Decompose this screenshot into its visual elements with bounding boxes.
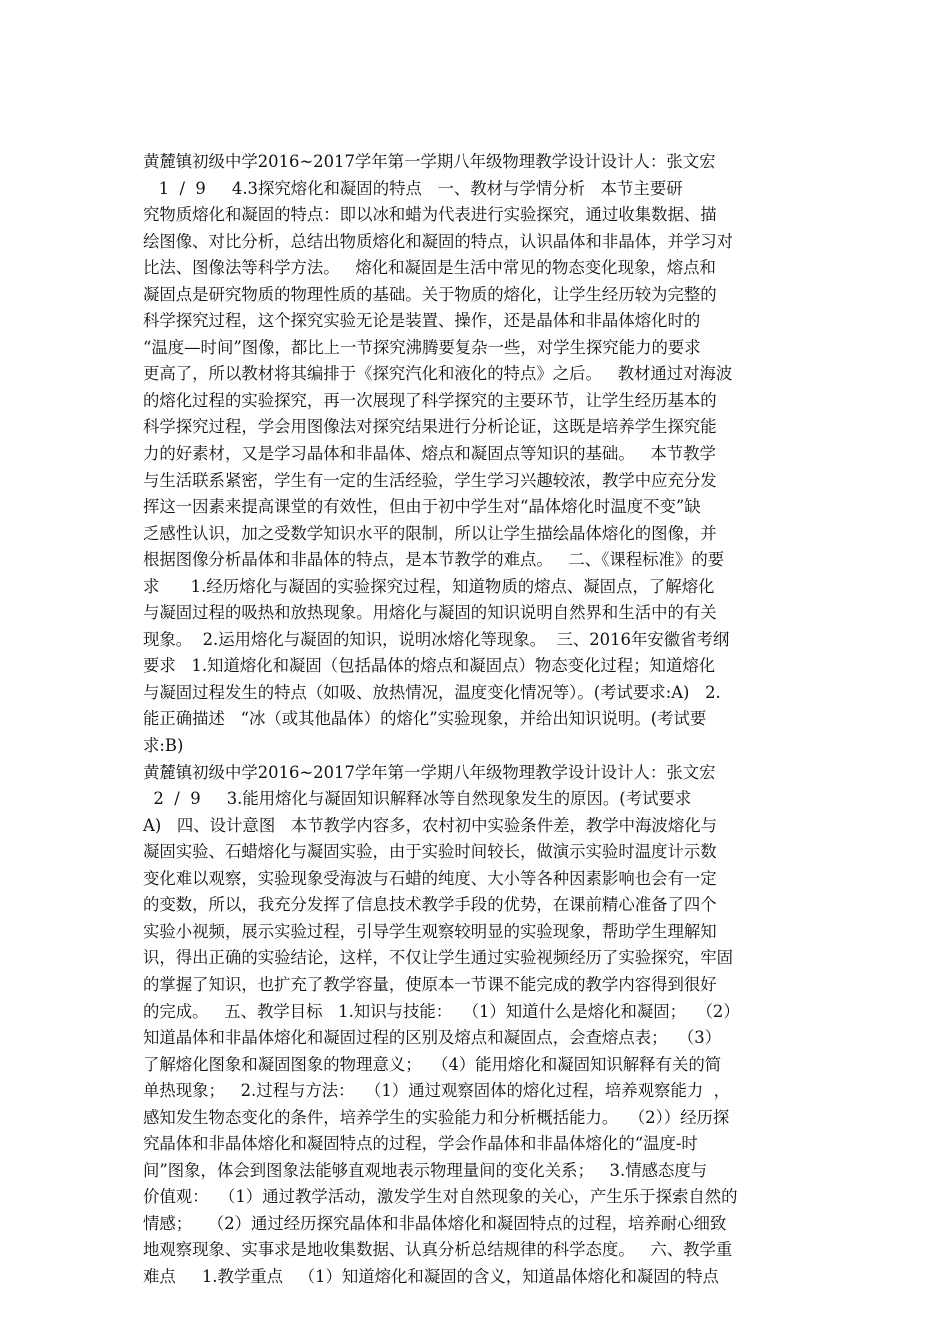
text-line: A) 四、设计意图 本节教学内容多，农村初中实验条件差，教学中海波熔化与 (143, 815, 717, 835)
text-line: 乏感性认识，加之受数学知识水平的限制，所以让学生描绘晶体熔化的图像，并 (143, 523, 717, 543)
text-line: 凝固实验、石蜡熔化与凝固实验，由于实验时间较长，做演示实验时温度计示数 (143, 842, 717, 862)
text-line: 力的好素材，又是学习晶体和非晶体、熔点和凝固点等知识的基础。 本节教学 (143, 444, 716, 464)
text-line: 求 1.经历熔化与凝固的实验探究过程，知道物质的熔点、凝固点，了解熔化 (143, 576, 715, 596)
text-line: 的变数，所以，我充分发挥了信息技术教学手段的优势，在课前精心准备了四个 (143, 895, 717, 915)
document-body (143, 149, 808, 1291)
text-line: 价值观： （1）通过教学活动，激发学生对自然现象的关心，产生乐于探索自然的 (143, 1187, 738, 1207)
text-line: 与生活联系紧密，学生有一定的生活经验，学生学习兴趣较浓，教学中应充分发 (143, 470, 717, 490)
text-line: 的完成。 五、教学目标 1.知识与技能： （1）知道什么是熔化和凝固； （2） (143, 1001, 740, 1021)
text-line: 了解熔化图象和凝固图象的物理意义； （4）能用熔化和凝固知识解释有关的简 (143, 1054, 722, 1074)
text-line: 绘图像、对比分析，总结出物质熔化和凝固的特点，认识晶体和非晶体，并学习对 (143, 231, 734, 251)
text-line: 单热现象； 2.过程与方法： （1）通过观察固体的熔化过程，培养观察能力 ， (143, 1081, 731, 1101)
text-line: 根据图像分析晶体和非晶体的特点，是本节教学的难点。 二、《课程标准》的要 (143, 550, 725, 570)
text-line: 感知发生物态变化的条件，培养学生的实验能力和分析概括能力。 （2））经历探 (143, 1107, 730, 1127)
text-line: 比法、图像法等科学方法。 熔化和凝固是生活中常见的物态变化现象，熔点和 (143, 258, 716, 278)
text-line: 要求 1.知道熔化和凝固（包括晶体的熔点和凝固点）物态变化过程；知道熔化 (143, 656, 716, 676)
text-line: 实验小视频，展示实验过程，引导学生观察较明显的实验现象，帮助学生理解知 (143, 921, 717, 941)
text-line: 与凝固过程发生的特点（如吸、放热情况，温度变化情况等）。(考试要求:A) 2. (143, 682, 721, 702)
text-line: 黄麓镇初级中学2016~2017学年第一学期八年级物理教学设计设计人：张文宏 (143, 152, 716, 171)
text-line: 地观察现象、实事求是地收集数据、认真分析总结规律的科学态度。 六、教学重 (143, 1240, 733, 1260)
text-line: 变化难以观察，实验现象受海波与石蜡的纯度、大小等各种因素影响也会有一定 (143, 868, 717, 888)
text-line: 现象。 2.运用熔化与凝固的知识，说明冰熔化等现象。 三、2016年安徽省考纲 (143, 629, 730, 649)
text-line: 知道晶体和非晶体熔化和凝固过程的区别及熔点和凝固点，会查熔点表； （3） (143, 1028, 722, 1048)
text-line: 科学探究过程，学会用图像法对探究结果进行分析论证，这既是培养学生探究能 (143, 417, 717, 437)
text-line: 更高了，所以教材将其编排于《探究汽化和液化的特点》之后。 教材通过对海波 (143, 364, 733, 384)
text-line: 间”图象，体会到图象法能够直观地表示物理量间的变化关系； 3.情感态度与 (143, 1160, 708, 1180)
text-line: 与凝固过程的吸热和放热现象。用熔化与凝固的知识说明自然界和生活中的有关 (143, 603, 717, 623)
text-line: 情感； （2）通过经历探究晶体和非晶体熔化和凝固特点的过程，培养耐心细致 (143, 1213, 727, 1233)
text-line: 凝固点是研究物质的物理性质的基础。关于物质的熔化，让学生经历较为完整的 (143, 284, 717, 304)
text-line: 挥这一因素来提高课堂的有效性，但由于初中学生对“晶体熔化时温度不变”缺 (143, 497, 701, 517)
text-line: 科学探究过程，这个探究实验无论是装置、操作，还是晶体和非晶体熔化时的 (143, 311, 701, 331)
text-line: 2 / 9 3.能用熔化与凝固知识解释冰等自然现象发生的原因。(考试要求 (143, 789, 692, 809)
text-line: “温度—时间”图像，都比上一节探究沸腾要复杂一些，对学生探究能力的要求 (143, 337, 701, 357)
text-line: 能正确描述 “冰（或其他晶体）的熔化”实验现象，并给出知识说明。(考试要 (143, 709, 707, 729)
text-line: 究晶体和非晶体熔化和凝固特点的过程，学会作晶体和非晶体熔化的“温度-时 (143, 1134, 698, 1154)
text-line: 的掌握了知识，也扩充了教学容量，使原本一节课不能完成的教学内容得到很好 (143, 974, 717, 994)
text-line: 1 / 9 4.3探究熔化和凝固的特点 一、教材与学情分析 本节主要研 (143, 178, 683, 198)
text-line: 黄麓镇初级中学2016~2017学年第一学期八年级物理教学设计设计人：张文宏 (143, 762, 716, 782)
text-line: 求:B) (143, 736, 184, 756)
text-line: 的熔化过程的实验探究，再一次展现了科学探究的主要环节，让学生经历基本的 (143, 390, 717, 410)
text-line: 难点 1.教学重点 （1）知道熔化和凝固的含义，知道晶体熔化和凝固的特点 (143, 1266, 719, 1286)
text-line: 识，得出正确的实验结论，这样，不仅让学生通过实验视频经历了实验探究，牢固 (143, 948, 734, 968)
text-line: 究物质熔化和凝固的特点：即以冰和蜡为代表进行实验探究，通过收集数据、描 (143, 205, 717, 225)
